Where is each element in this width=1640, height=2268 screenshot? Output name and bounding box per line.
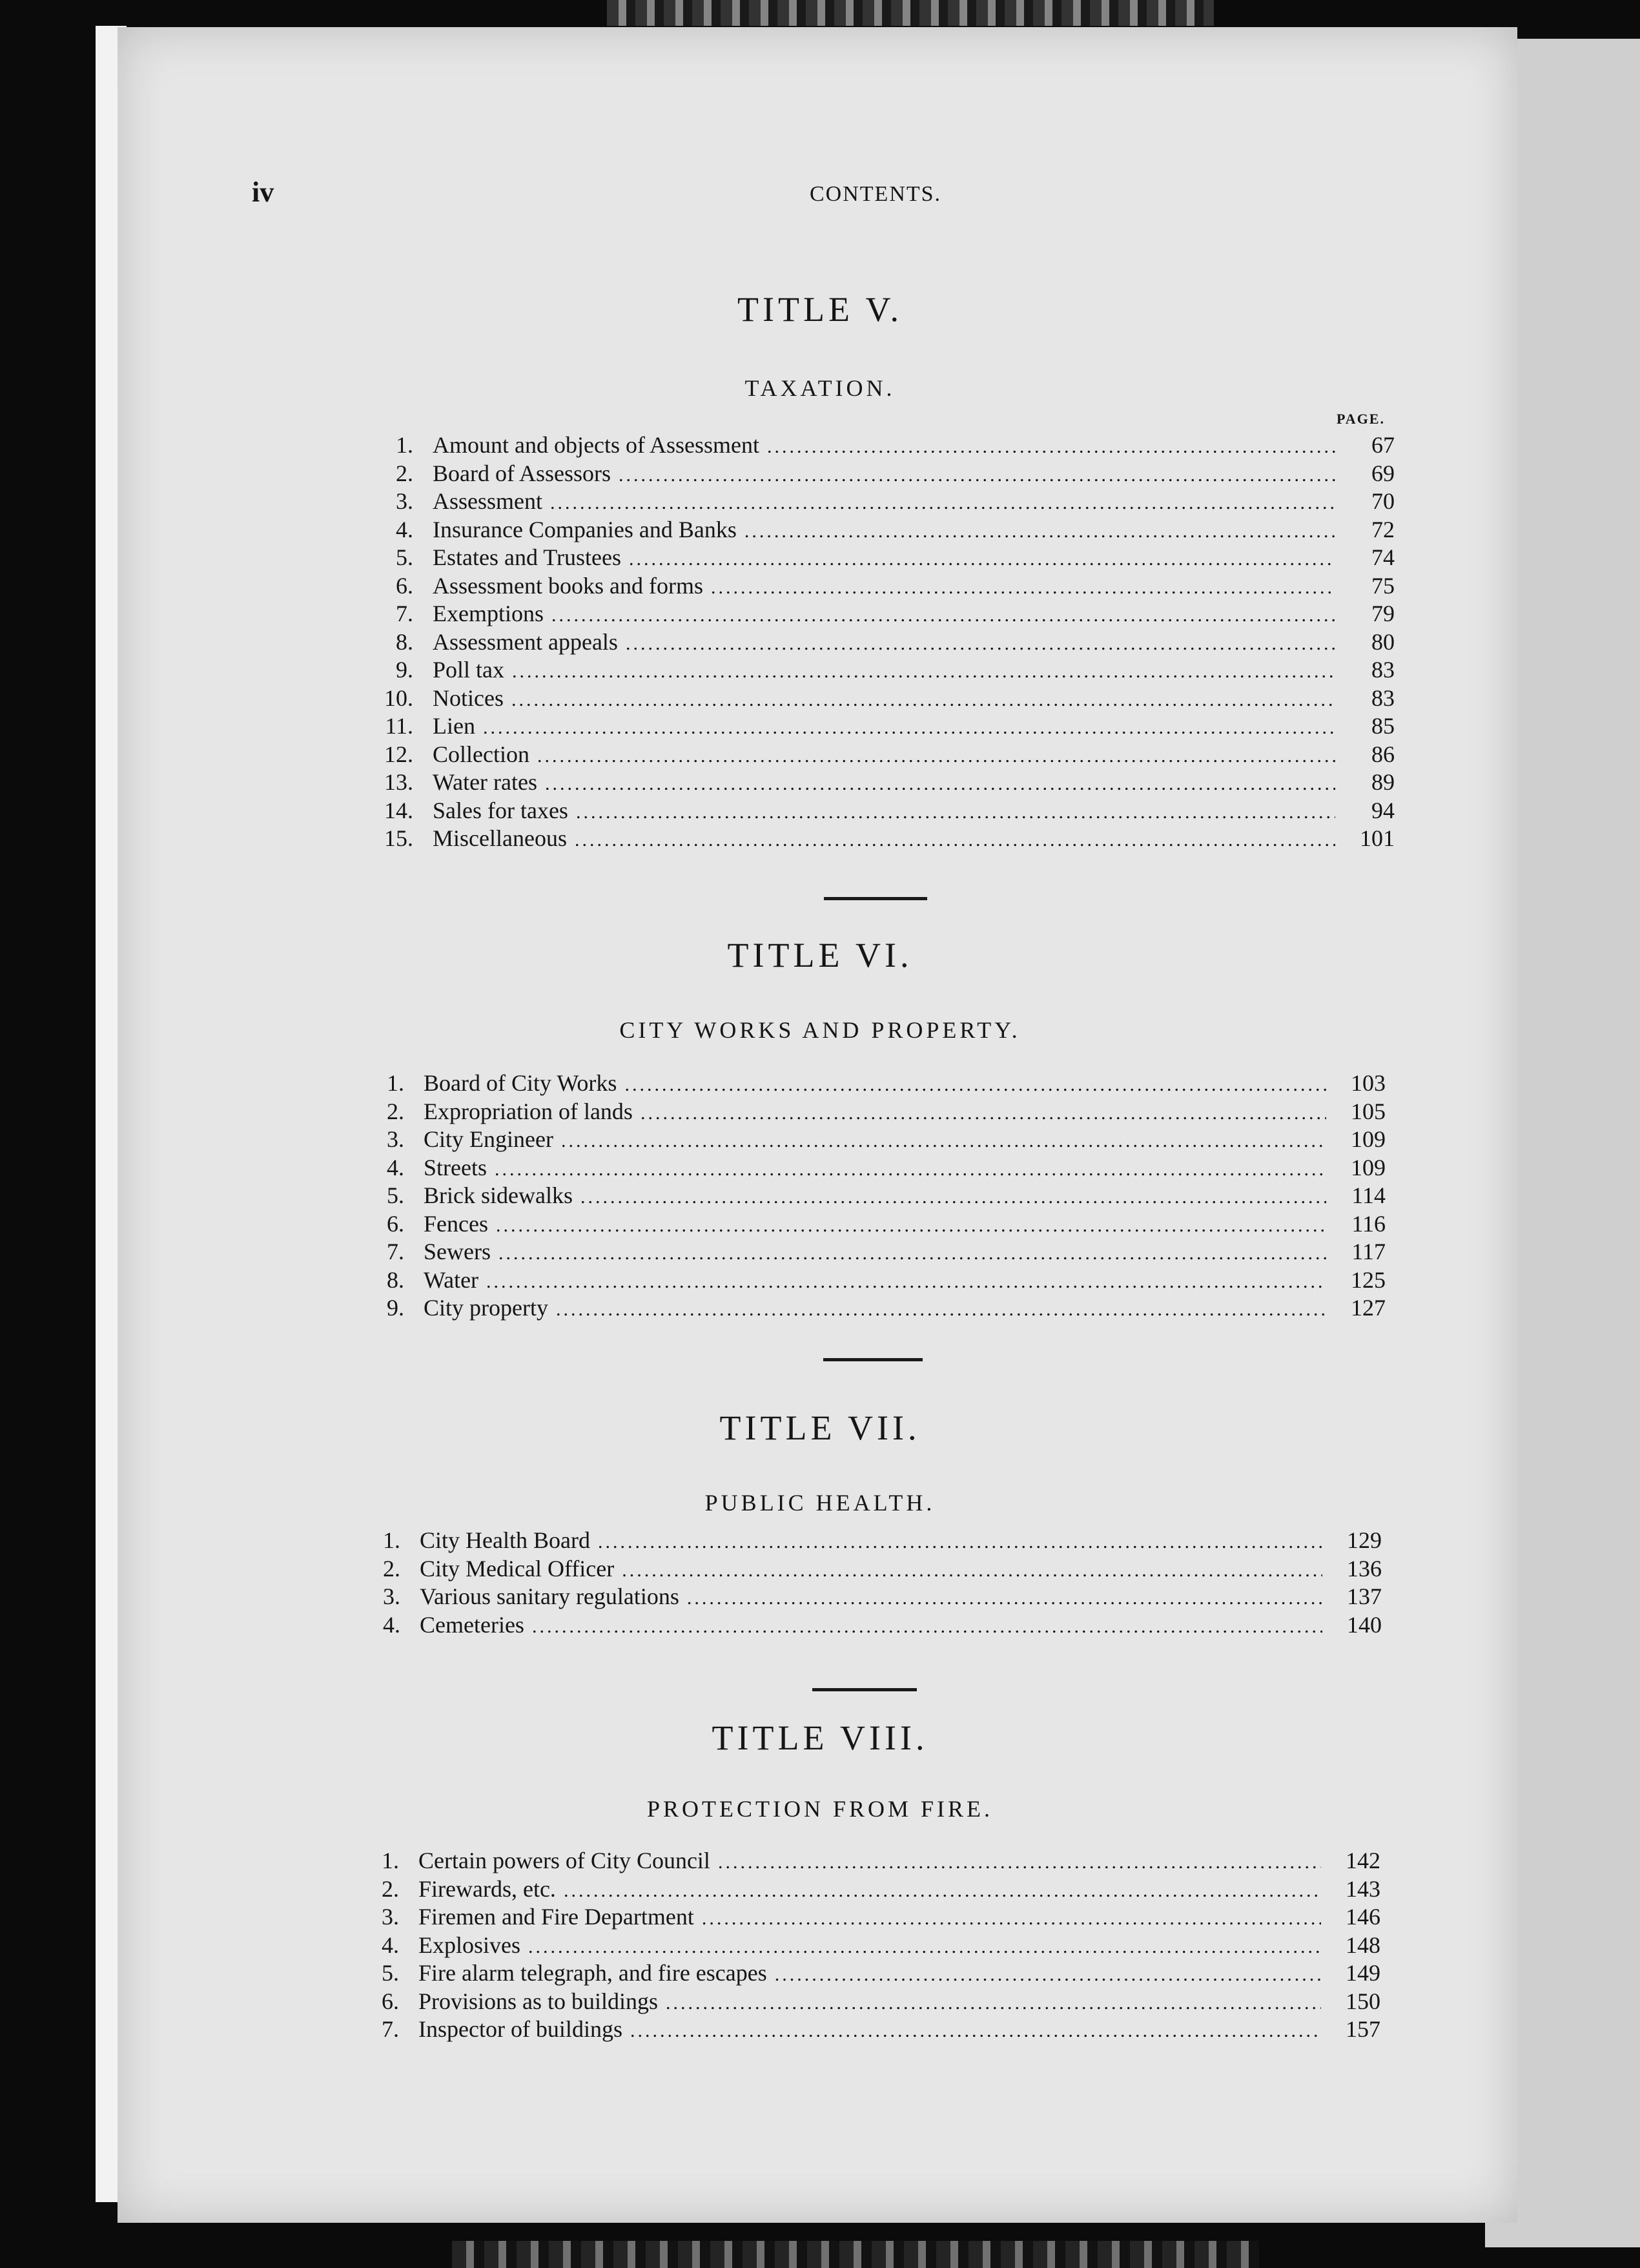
leader-dots bbox=[545, 770, 1335, 798]
leader-dots bbox=[575, 826, 1335, 854]
toc-entry-page: 109 bbox=[1351, 1154, 1386, 1180]
leader-dots bbox=[619, 461, 1335, 490]
section-title: TITLE VIII. bbox=[712, 1718, 928, 1757]
toc-entry-number: 9. bbox=[396, 657, 413, 683]
toc-entry bbox=[387, 1238, 1386, 1266]
toc-entry bbox=[382, 1875, 1380, 1904]
toc-entry bbox=[387, 1098, 1386, 1126]
toc-entry-label: Exemptions bbox=[433, 601, 544, 626]
toc-entry-label: Poll tax bbox=[433, 657, 505, 683]
toc-entry-label: Provisions as to buildings bbox=[418, 1988, 659, 2014]
toc-entry bbox=[396, 628, 1395, 657]
toc-entry-page: 136 bbox=[1347, 1555, 1382, 1582]
leader-dots bbox=[495, 1155, 1326, 1184]
leader-dots bbox=[687, 1584, 1322, 1613]
toc-entry-number: 3. bbox=[396, 488, 413, 514]
leader-dots bbox=[624, 1071, 1326, 1099]
toc-entry-page: 83 bbox=[1371, 657, 1395, 683]
toc-entry-label: City Medical Officer bbox=[420, 1555, 615, 1582]
leader-dots bbox=[744, 517, 1335, 546]
toc-entry-number: 8. bbox=[396, 628, 413, 655]
toc-entry-label: Firewards, etc. bbox=[418, 1875, 556, 1902]
toc-list bbox=[382, 1847, 1380, 2044]
section-subtitle: PROTECTION FROM FIRE. bbox=[646, 1796, 994, 1822]
toc-list bbox=[387, 1069, 1386, 1323]
toc-entry-label: Inspector of buildings bbox=[418, 2016, 622, 2042]
microfilm-top-strip bbox=[607, 0, 1214, 26]
leader-dots bbox=[576, 798, 1335, 827]
toc-entry-page: 86 bbox=[1371, 741, 1395, 767]
toc-entry-label: Fences bbox=[424, 1210, 488, 1237]
toc-entry-page: 116 bbox=[1351, 1210, 1386, 1237]
leader-dots bbox=[550, 489, 1335, 517]
toc-entry-page: 67 bbox=[1371, 432, 1395, 458]
toc-entry-page: 109 bbox=[1351, 1126, 1386, 1152]
toc-entry bbox=[383, 1611, 1382, 1640]
leader-dots bbox=[496, 1211, 1326, 1240]
toc-entry-page: 127 bbox=[1351, 1295, 1386, 1321]
toc-entry bbox=[387, 1154, 1386, 1182]
toc-entry-label: Board of City Works bbox=[424, 1070, 617, 1096]
toc-entry-page: 143 bbox=[1346, 1875, 1380, 1902]
toc-entry-label: Assessment bbox=[433, 488, 542, 514]
toc-entry-number: 7. bbox=[382, 2016, 399, 2042]
leader-dots bbox=[580, 1183, 1326, 1211]
section-subtitle: TAXATION. bbox=[744, 375, 896, 401]
toc-entry bbox=[384, 825, 1395, 853]
toc-entry-label: Water bbox=[424, 1266, 479, 1293]
toc-entry bbox=[387, 1266, 1386, 1295]
toc-entry-page: 125 bbox=[1351, 1266, 1386, 1293]
section-subtitle: PUBLIC HEALTH. bbox=[704, 1490, 936, 1516]
toc-entry bbox=[387, 1126, 1386, 1154]
toc-entry-page: 83 bbox=[1371, 685, 1395, 711]
leader-dots bbox=[561, 1127, 1326, 1155]
leader-dots bbox=[711, 573, 1335, 602]
leader-dots bbox=[775, 1961, 1321, 1989]
toc-entry-label: Amount and objects of Assessment bbox=[433, 432, 759, 458]
toc-entry-page: 148 bbox=[1346, 1932, 1380, 1958]
toc-entry-label: Certain powers of City Council bbox=[418, 1848, 710, 1873]
toc-entry-label: Collection bbox=[433, 741, 529, 767]
toc-entry-label: Cemeteries bbox=[420, 1611, 524, 1638]
toc-entry bbox=[396, 572, 1395, 601]
toc-entry-page: 146 bbox=[1346, 1904, 1380, 1930]
section-subtitle: CITY WORKS AND PROPERTY. bbox=[619, 1017, 1021, 1043]
toc-entry bbox=[396, 516, 1395, 544]
toc-entry bbox=[382, 1903, 1380, 1932]
toc-entry-page: 72 bbox=[1371, 516, 1395, 542]
leader-dots bbox=[551, 601, 1335, 630]
toc-entry bbox=[396, 431, 1395, 460]
toc-entry bbox=[384, 768, 1395, 797]
toc-entry bbox=[384, 797, 1395, 825]
leader-dots bbox=[598, 1528, 1322, 1556]
toc-entry-page: 105 bbox=[1351, 1098, 1386, 1124]
section-title: TITLE VII. bbox=[719, 1408, 921, 1447]
toc-entry-label: Notices bbox=[433, 685, 504, 711]
toc-entry-page: 70 bbox=[1371, 488, 1395, 514]
toc-entry-page: 137 bbox=[1347, 1583, 1382, 1609]
toc-entry bbox=[383, 1555, 1382, 1583]
toc-entry bbox=[382, 1988, 1380, 2016]
toc-entry-label: Sales for taxes bbox=[433, 797, 568, 823]
toc-entry bbox=[385, 712, 1395, 741]
toc-entry-label: Streets bbox=[424, 1154, 487, 1180]
leader-dots bbox=[629, 545, 1335, 573]
running-head: CONTENTS. bbox=[810, 182, 942, 206]
leader-dots bbox=[626, 630, 1335, 658]
toc-entry-number: 5. bbox=[382, 1960, 399, 1986]
toc-entry-page: 101 bbox=[1360, 825, 1395, 851]
section-title: TITLE V. bbox=[737, 290, 903, 329]
toc-entry-page: 117 bbox=[1351, 1239, 1386, 1264]
toc-entry-number: 7. bbox=[387, 1239, 404, 1264]
toc-entry-page: 89 bbox=[1371, 769, 1395, 795]
toc-entry-label: Assessment books and forms bbox=[433, 572, 703, 599]
toc-entry-page: 142 bbox=[1346, 1848, 1380, 1873]
toc-list bbox=[384, 431, 1395, 853]
toc-entry-number: 8. bbox=[387, 1266, 404, 1293]
toc-entry-page: 85 bbox=[1371, 713, 1395, 739]
toc-entry bbox=[387, 1294, 1386, 1323]
toc-entry bbox=[396, 656, 1395, 685]
toc-entry-number: 4. bbox=[382, 1932, 399, 1958]
toc-entry-label: City Health Board bbox=[420, 1527, 590, 1553]
toc-entry bbox=[383, 1527, 1382, 1555]
toc-entry-number: 4. bbox=[396, 516, 413, 542]
toc-entry-label: Sewers bbox=[424, 1239, 491, 1264]
toc-entry-number: 15. bbox=[384, 825, 413, 851]
toc-entry-number: 1. bbox=[382, 1848, 399, 1873]
leader-dots bbox=[767, 433, 1335, 461]
toc-entry bbox=[396, 600, 1395, 628]
leader-dots bbox=[666, 1989, 1321, 2017]
toc-entry bbox=[383, 1583, 1382, 1611]
page-number: iv bbox=[252, 176, 274, 208]
leader-dots bbox=[564, 1877, 1321, 1905]
toc-entry-page: 149 bbox=[1346, 1960, 1380, 1986]
toc-entry-number: 1. bbox=[387, 1070, 404, 1096]
toc-entry-number: 1. bbox=[396, 432, 413, 458]
toc-entry-page: 94 bbox=[1371, 797, 1395, 823]
toc-entry-page: 114 bbox=[1351, 1182, 1386, 1208]
leader-dots bbox=[537, 742, 1335, 770]
toc-list bbox=[383, 1527, 1382, 1639]
toc-entry-number: 4. bbox=[387, 1154, 404, 1180]
toc-entry-number: 3. bbox=[383, 1583, 400, 1609]
toc-entry bbox=[382, 1932, 1380, 1960]
toc-entry-number: 7. bbox=[396, 601, 413, 626]
toc-entry-number: 1. bbox=[383, 1527, 400, 1553]
toc-entry-number: 10. bbox=[384, 685, 413, 711]
toc-entry-number: 14. bbox=[384, 797, 413, 823]
page-header bbox=[252, 176, 1388, 214]
toc-entry bbox=[387, 1069, 1386, 1098]
section-divider bbox=[823, 1358, 923, 1361]
page-column-label: PAGE. bbox=[1337, 411, 1385, 427]
leader-dots bbox=[641, 1099, 1326, 1128]
toc-entry-label: Fire alarm telegraph, and fire escapes bbox=[418, 1960, 767, 1986]
toc-entry-page: 150 bbox=[1346, 1988, 1380, 2014]
toc-entry-label: Brick sidewalks bbox=[424, 1182, 573, 1208]
leader-dots bbox=[528, 1933, 1321, 1961]
toc-entry-page: 103 bbox=[1351, 1070, 1386, 1096]
leader-dots bbox=[498, 1239, 1326, 1268]
toc-entry bbox=[384, 741, 1395, 769]
section-divider bbox=[812, 1688, 917, 1691]
toc-entry-number: 2. bbox=[383, 1555, 400, 1582]
toc-entry bbox=[384, 685, 1395, 713]
leader-dots bbox=[702, 1904, 1321, 1933]
toc-entry bbox=[396, 460, 1395, 488]
leader-dots bbox=[630, 2017, 1321, 2045]
toc-entry bbox=[387, 1210, 1386, 1239]
toc-entry-page: 80 bbox=[1371, 628, 1395, 655]
toc-entry bbox=[382, 2015, 1380, 2044]
toc-entry-number: 3. bbox=[382, 1904, 399, 1930]
toc-entry-number: 5. bbox=[387, 1182, 404, 1208]
toc-entry-label: Lien bbox=[433, 713, 475, 739]
toc-entry-label: Various sanitary regulations bbox=[420, 1583, 679, 1609]
toc-entry-number: 11. bbox=[385, 713, 413, 739]
toc-entry-number: 5. bbox=[396, 544, 413, 570]
toc-entry bbox=[387, 1182, 1386, 1210]
toc-entry-label: Water rates bbox=[433, 769, 537, 795]
toc-entry-number: 12. bbox=[384, 741, 413, 767]
toc-entry-label: Firemen and Fire Department bbox=[418, 1904, 694, 1930]
toc-entry-number: 6. bbox=[396, 572, 413, 599]
toc-entry-number: 2. bbox=[387, 1098, 404, 1124]
leader-dots bbox=[486, 1268, 1326, 1296]
toc-entry-number: 2. bbox=[396, 460, 413, 486]
toc-entry-page: 140 bbox=[1347, 1611, 1382, 1638]
toc-entry-label: City property bbox=[424, 1295, 548, 1321]
toc-entry-label: Miscellaneous bbox=[433, 825, 567, 851]
toc-entry-number: 13. bbox=[384, 769, 413, 795]
toc-entry bbox=[396, 488, 1395, 516]
toc-entry-number: 4. bbox=[383, 1611, 400, 1638]
toc-entry-label: City Engineer bbox=[424, 1126, 553, 1152]
leader-dots bbox=[512, 657, 1335, 686]
toc-entry bbox=[382, 1847, 1380, 1875]
toc-entry-label: Assessment appeals bbox=[433, 628, 618, 655]
toc-entry-label: Estates and Trustees bbox=[433, 544, 621, 570]
toc-entry-page: 75 bbox=[1371, 572, 1395, 599]
leader-dots bbox=[483, 714, 1335, 742]
leader-dots bbox=[622, 1556, 1322, 1585]
toc-entry-label: Insurance Companies and Banks bbox=[433, 516, 737, 542]
section-divider bbox=[824, 897, 927, 900]
toc-entry-number: 3. bbox=[387, 1126, 404, 1152]
leader-dots bbox=[511, 686, 1335, 714]
toc-entry bbox=[382, 1959, 1380, 1988]
leader-dots bbox=[556, 1295, 1326, 1324]
microfilm-bottom-strip bbox=[452, 2241, 1259, 2268]
leader-dots bbox=[532, 1613, 1322, 1641]
toc-entry-page: 79 bbox=[1371, 601, 1395, 626]
toc-entry-number: 9. bbox=[387, 1295, 404, 1321]
toc-entry-label: Explosives bbox=[418, 1932, 520, 1958]
toc-entry-label: Board of Assessors bbox=[433, 460, 611, 486]
leader-dots bbox=[718, 1848, 1321, 1877]
toc-entry-page: 69 bbox=[1371, 460, 1395, 486]
toc-entry-page: 74 bbox=[1371, 544, 1395, 570]
toc-entry-label: Expropriation of lands bbox=[424, 1098, 633, 1124]
toc-entry-page: 129 bbox=[1347, 1527, 1382, 1553]
toc-entry-number: 2. bbox=[382, 1875, 399, 1902]
toc-entry-number: 6. bbox=[382, 1988, 399, 2014]
toc-entry-page: 157 bbox=[1346, 2016, 1380, 2042]
toc-entry bbox=[396, 544, 1395, 572]
toc-entry-number: 6. bbox=[387, 1210, 404, 1237]
section-title: TITLE VI. bbox=[727, 936, 913, 974]
